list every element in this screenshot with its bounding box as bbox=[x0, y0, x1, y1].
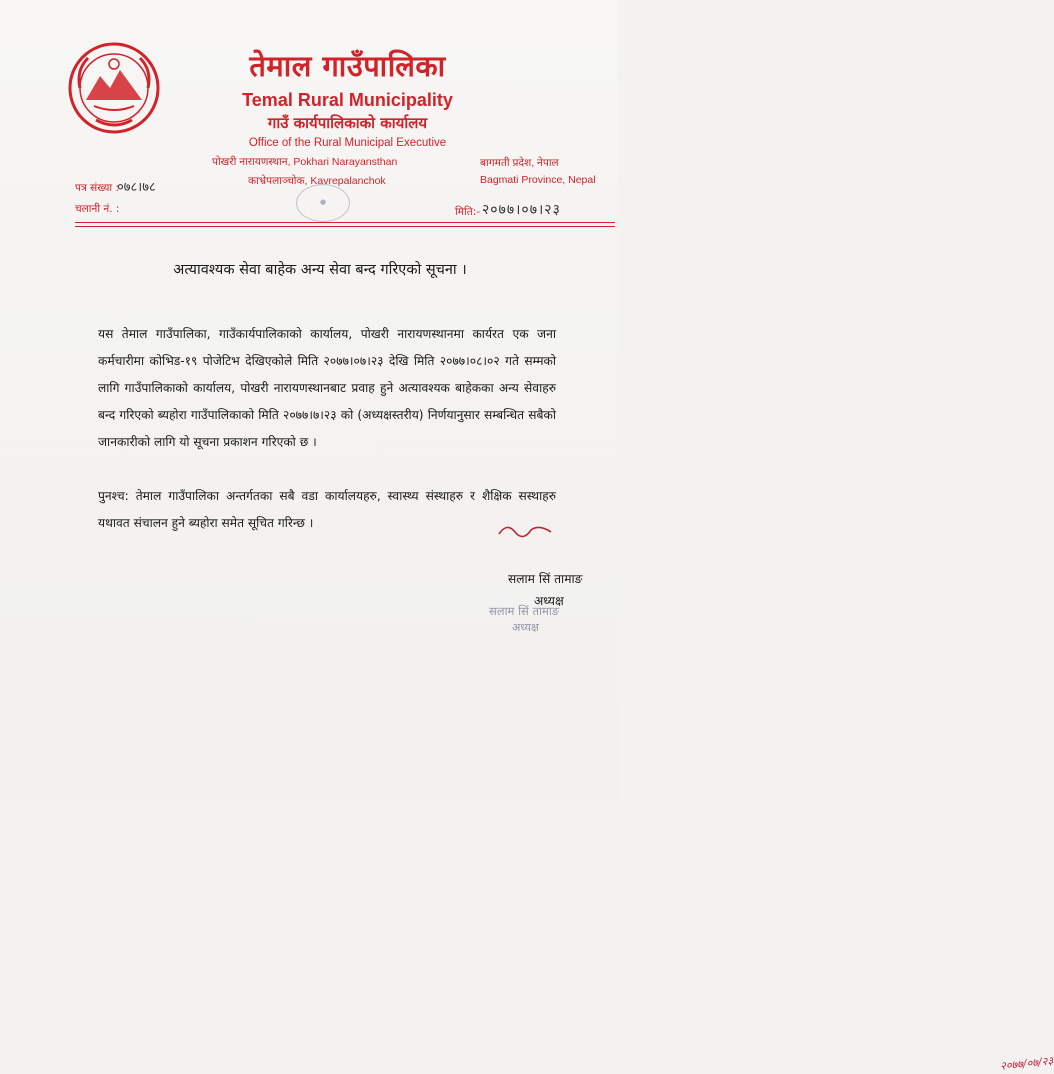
signatory-title: अध्यक्ष bbox=[534, 594, 564, 608]
reference-label: पत्र संख्या : bbox=[75, 182, 120, 194]
office-title-english: Office of the Rural Municipal Executive bbox=[248, 137, 447, 149]
date-label: मिति:- bbox=[455, 206, 481, 218]
office-seal-icon: ● bbox=[296, 184, 350, 222]
notice-paragraph-1: यस तेमाल गाउँपालिका, गाउँकार्यपालिकाको कार्यालय, पोखरी नारायणस्थानमा कार्यरत एक जना कर्मचारीमा कोभिड-१९ पोजेटिभ देखिएकोले मिति २०७७।०७।२३ देखि मिति २०७७।०८।०२ गते सम्मको लागि गाउँपालिकाको कार्यालय, पोखरी नारायणस्थानबाट प्रवाह हुने अत्यावश्यक बाहेकका अन्य सेवाहरु बन्द गरिएको ब्यहोरा गाउँपालिकाको मिति २०७७।७।२३ को (अध्यक्षस्तरीय) निर्णयानुसार सम्बन्धित सबैको जानकारीको लागि यो सूचना प्रकाशन गरिएको छ । bbox=[98, 327, 556, 449]
header-divider-secondary bbox=[75, 226, 615, 227]
address-line-1: पोखरी नारायणस्थान, Pokhari Narayansthan bbox=[212, 156, 398, 168]
office-title-nepali: गाउँ कार्यपालिकाको कार्यालय bbox=[267, 114, 428, 132]
stamp-title: अध्यक्ष bbox=[512, 621, 539, 634]
dispatch-label: चलानी नं. : bbox=[75, 203, 120, 215]
header-divider bbox=[75, 222, 615, 223]
address-line-2: काभ्रेपलाञ्चोक, Kavrepalanchok bbox=[248, 175, 386, 187]
nepal-emblem-icon bbox=[66, 40, 162, 136]
reference-number: ०७८।७८ bbox=[117, 180, 156, 195]
signature-scribble-icon bbox=[495, 520, 555, 540]
notice-paragraph-2: पुनश्च: तेमाल गाउँपालिका अन्तर्गतका सबै वडा कार्यालयहरु, स्वास्थ्य संस्थाहरु र शैक्षिक सस्थाहरु यथावत संचालन हुने ब्यहोरा समेत सूचित गरिन्छ । bbox=[98, 489, 556, 530]
signatory-name: सलाम सिं तामाङ bbox=[508, 572, 583, 586]
date-value: २०७७।०७।२३ bbox=[482, 202, 561, 218]
handwritten-date: २०७७/०७/२३ bbox=[999, 1054, 1054, 1073]
province-block bbox=[480, 155, 600, 189]
stamp-name: सलाम सिं तामाङ bbox=[489, 604, 560, 618]
notice-title: अत्यावश्यक सेवा बाहेक अन्य सेवा बन्द गरिएको सूचना । bbox=[173, 262, 467, 278]
province-nepali: बागमती प्रदेश, नेपाल bbox=[480, 157, 559, 169]
municipality-title-nepali: तेमाल गाउँपालिका bbox=[249, 49, 446, 83]
province-english: Bagmati Province, Nepal bbox=[480, 174, 596, 186]
municipality-title-english: Temal Rural Municipality bbox=[242, 90, 453, 110]
